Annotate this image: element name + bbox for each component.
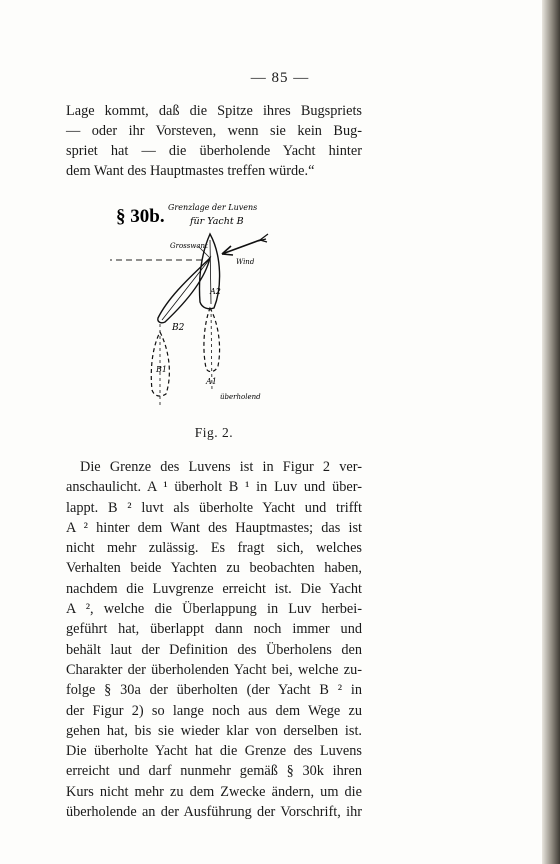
quote-paragraph [66, 101, 362, 181]
figure-title-line1: Grenzlage der Luvens [168, 203, 258, 212]
text-line: überholende an der Ausführung der Vorschrift, ihr [66, 804, 362, 821]
text-line: Charakter der überholenden Yacht bei, welche zu- [66, 661, 362, 678]
label-a2: A2 [210, 287, 221, 296]
text-line: nicht mehr zulässig. Es fragt sich, welches [66, 540, 362, 557]
figure-diagram [110, 196, 290, 416]
figure-caption: Fig. 2. [194, 425, 234, 440]
wind-arrow-feather-icon [258, 234, 268, 242]
text-line: geführt hat, überlappt dann noch immer und [66, 621, 362, 638]
text-line: dem Want des Hauptmastes treffen würde.“ [66, 163, 315, 179]
text-line: nachdem die Luvgrenze erreicht ist. Die Yacht [66, 580, 362, 597]
wind-arrow-shaft [222, 240, 260, 254]
text-line: A ² hinter dem Want des Hauptmastes; das ist [66, 519, 362, 536]
text-line: der Figur 2) so lange noch aus dem Wege zu [66, 702, 362, 719]
figure-svg [110, 196, 290, 416]
text-line: lappt. B ² luvt als überholte Yacht und trifft [66, 499, 362, 516]
text-line: Die Grenze des Luvens ist in Figur 2 ver- [80, 459, 362, 475]
page-number: — 85 — [250, 70, 310, 86]
label-grosswant: Grosswant [170, 242, 208, 250]
text-line: spriet hat — die überholende Yacht hinter [66, 143, 362, 159]
yacht-b2-centerline [162, 260, 209, 320]
text-line: A ², welche die Überlappung in Luv herbei- [66, 601, 362, 618]
label-wind: Wind [236, 258, 255, 266]
label-a1: A1 [206, 377, 217, 386]
text-line: erreicht und darf nunmehr gemäß § 30k ihren [66, 763, 362, 780]
text-line: Lage kommt, daß die Spitze ihres Bugspriets [66, 103, 362, 119]
yacht-b2-hull [158, 258, 210, 323]
text-line: anschaulicht. A ¹ überholt B ¹ in Luv und über- [66, 479, 362, 496]
text-line: folge § 30a der überholten (der Yacht B ² in [66, 682, 362, 699]
body-paragraph [66, 457, 362, 822]
label-b1: B1 [156, 365, 167, 374]
figure-title-line2: für Yacht B [190, 216, 244, 227]
text-line: Die überholte Yacht hat die Grenze des Luvens [66, 743, 362, 760]
section-mark: § 30b. [116, 206, 165, 227]
text-line: Verhalten beide Yachten zu beobachten haben, [66, 560, 362, 577]
text-line: gehen hat, bis sie wieder klar von derselben ist. [66, 722, 362, 739]
label-b2: B2 [172, 323, 185, 333]
page-edge-shadow [542, 0, 560, 864]
label-ueberholend: überholend [220, 393, 261, 401]
text-line: — oder ihr Vorsteven, wenn sie kein Bug- [66, 123, 362, 139]
text-line: Kurs nicht mehr zu dem Zwecke ändern, um die [66, 783, 362, 800]
text-line: behält laut der Definition des Überholens den [66, 641, 362, 658]
